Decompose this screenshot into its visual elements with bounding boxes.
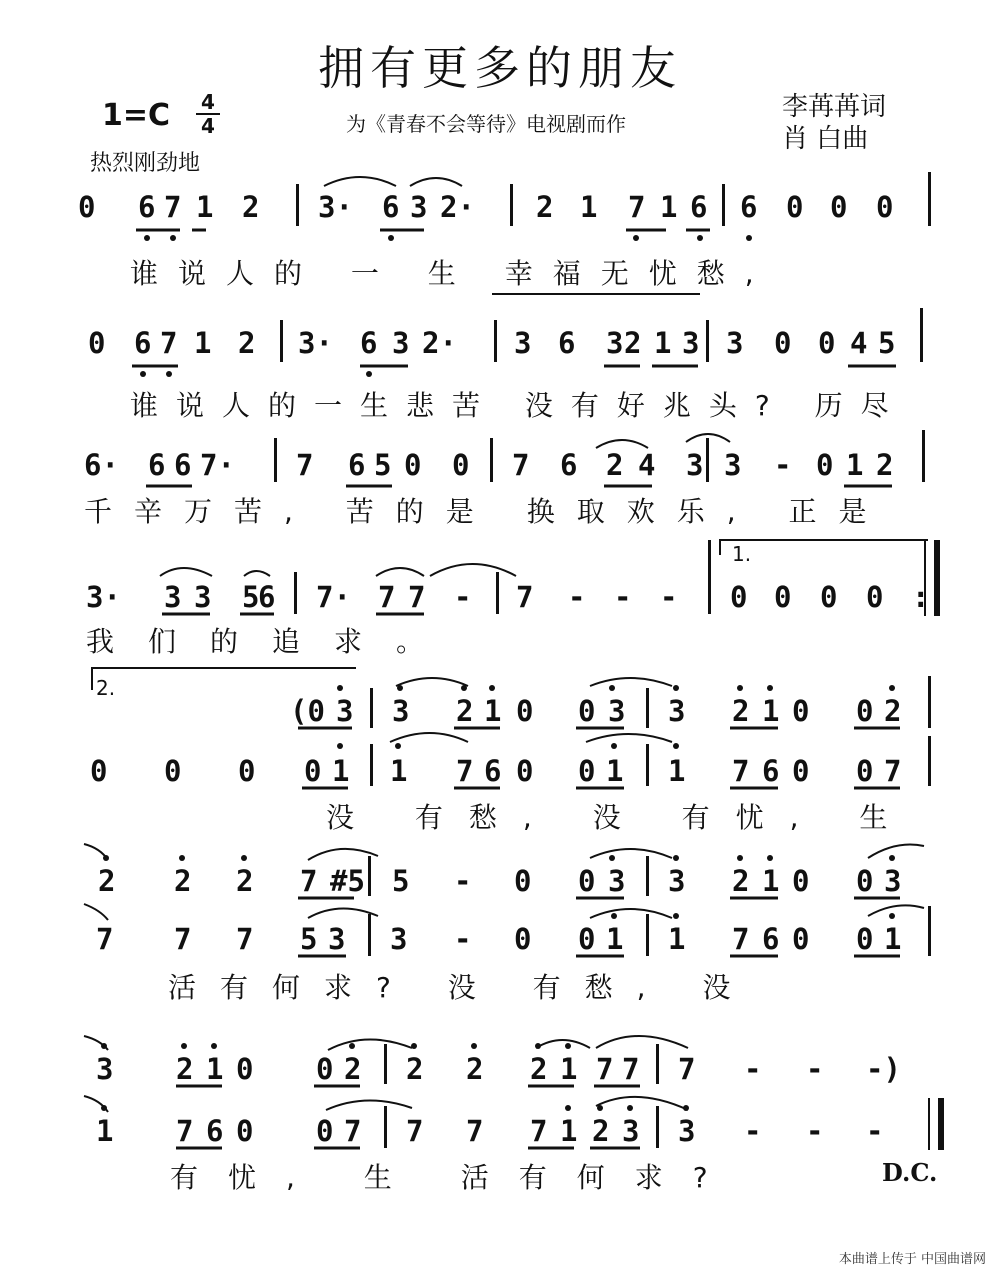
lyricist-credit: 李苒苒词 [782, 92, 887, 122]
time-signature-top: 4 [201, 90, 215, 114]
subtitle: 为《青春不会等待》电视剧而作 [346, 112, 626, 136]
key-signature: 1=C [102, 98, 171, 133]
lyric-line-7: 有忧, 生 活有何求? [170, 1161, 738, 1194]
volta-1-label: 1. [732, 542, 752, 566]
lyric-line-2: 谁说人的一生悲苦 没有好兆头? 历尽 [130, 389, 907, 422]
da-capo-marking: D.C. [882, 1158, 938, 1187]
song-title: 拥有更多的朋友 [318, 41, 682, 95]
time-signature-bottom: 4 [201, 114, 215, 138]
composer-credit: 肖 白曲 [782, 124, 869, 154]
source-footer: 本曲谱上传于 中国曲谱网 [838, 1252, 986, 1267]
volta-2-label: 2. [96, 676, 116, 700]
tempo-marking: 热烈刚劲地 [90, 151, 201, 176]
lyric-line-5: 没 有愁, 没 有忧, 生 [326, 801, 914, 834]
lyric-line-4: 我们的追求。 [86, 625, 459, 658]
lyric-line-6: 活有何求? 没 有愁, 没 [168, 971, 755, 1004]
lyric-line-1: 谁说人的 一 生 幸福无忧愁, [130, 257, 774, 290]
lyric-line-3: 千辛万苦, 苦的是 换取欢乐, 正是 [84, 495, 889, 528]
